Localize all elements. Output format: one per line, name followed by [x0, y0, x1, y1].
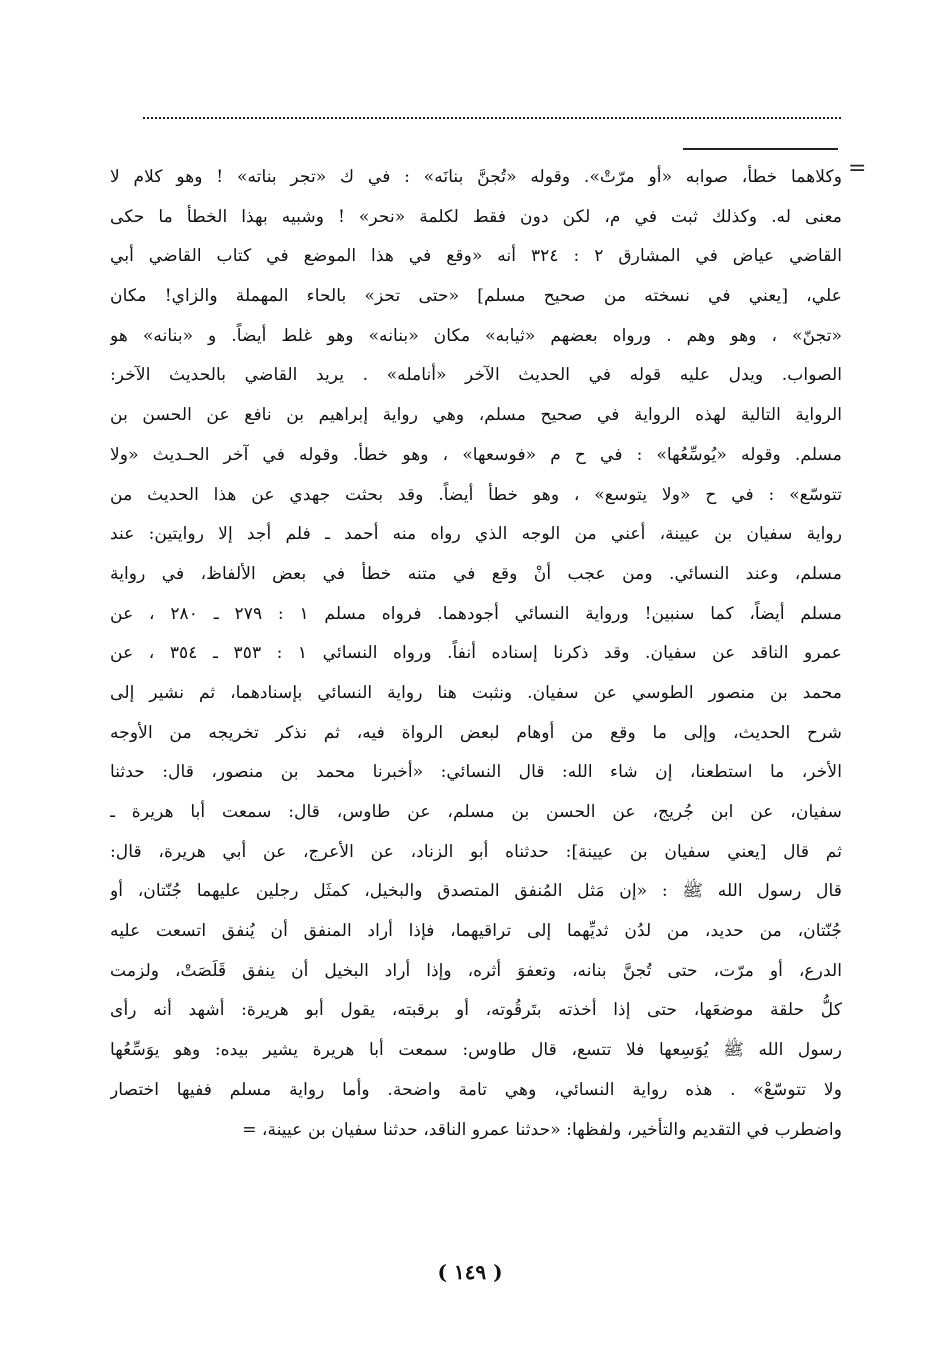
- header-solid-rule: [683, 148, 838, 150]
- text-line-3: القاضي عياض في المشارق ٢ : ٣٢٤ أنه «وقع في هذا الموضع في كتاب القاضي أبي: [110, 246, 842, 267]
- text-line-13: عمرو الناقد عن سفيان. وقد ذكرنا إسناده أنفاً. ورواه النسائي ١ : ٣٥٣ ـ ٣٥٤ ، عن: [110, 643, 842, 664]
- header-dotted-rule: [143, 117, 841, 119]
- text-line-5: «تجنّ» ، وهو وهم . ورواه بعضهم «ثيابه» مكان «بنانه» وهو غلط أيضاً. و «بنانه» هو: [110, 325, 842, 346]
- text-line-10: رواية سفيان بن عيينة، أعني من الوجه الذي رواه منه أحمد ـ فلم أجد إلا روايتين: عند: [110, 524, 842, 545]
- text-line-4: علي، [يعني في نسخته من صحيح مسلم] «حتى تحز» بالحاء المهملة والزاي! مكان: [110, 286, 842, 307]
- text-line-2: معنى له. وكذلك ثبت في م، لكن دون فقط لكلمة «نحر» ! وشبيه بهذا الخطأ ما حكى: [110, 206, 842, 227]
- text-line-18: ثم قال [يعني سفيان بن عيينة]: حدثناه أبو الزناد، عن الأعرج، عن أبي هريرة، قال:: [110, 841, 842, 862]
- text-line-24: ولا تتوسّعْ» . هذه رواية النسائي، وهي تامة واضحة. وأما رواية مسلم ففيها اختصار: [110, 1079, 842, 1100]
- text-line-7: الرواية التالية لهذه الرواية في صحيح مسلم، وهي رواية إبراهيم بن نافع عن الحسن بن: [110, 405, 842, 426]
- text-line-11: مسلم، وعند النسائي. ومن عجب أنْ وقع في متنه خطأ في بعض الألفاظ، في رواية: [110, 563, 842, 584]
- text-line-20: جُنّتان، من حديد، من لدُن ثديِّهما إلى تراقيهما، فإذا أراد المنفق أن يُنفق اتسعت عليه: [110, 921, 842, 942]
- text-line-21: الدرع، أو مرّت، حتى تُجنَّ بنانه، وتعفوَ أثره، وإذا أراد البخيل أن ينفق قَلَصَتْ، ولزمت: [110, 960, 842, 981]
- text-line-12: مسلم أيضاً، كما سنبين! ورواية النسائي أجودهما. فرواه مسلم ١ : ٢٧٩ ـ ٢٨٠ ، عن: [110, 603, 842, 624]
- text-line-22: كلُّ حلقة موضعَها، حتى إذا أخذته بتَرقُوته، أو برقبته، يقول أبو هريرة: أشهد أنه رأى: [110, 1000, 842, 1021]
- text-line-9: تتوسّع» : في ح «ولا يتوسع» ، وهو خطأ أيضاً. وقد بحثت جهدي عن هذا الحديث من: [110, 484, 842, 505]
- text-line-25: واضطرب في التقديم والتأخير، ولفظها: «حدثنا عمرو الناقد، حدثنا سفيان بن عيينة، =: [242, 1119, 842, 1140]
- text-line-8: مسلم. وقوله «يُوسِّعُها» : في ح م «فوسعها» ، وهو خطأ. وقوله في آخر الحـديث «ولا: [110, 444, 842, 465]
- body-text: [110, 158, 842, 1150]
- text-line-19: قال رسول الله ﷺ : «إن مَثل المُنفق المتصدق والبخيل، كمثَل رجلين عليهما جُنّتان، أو: [110, 881, 842, 902]
- text-line-16: الأخر، ما استطعنا، إن شاء الله: قال النسائي: «أخبرنا محمد بن منصور، قال: حدثنا: [110, 762, 842, 783]
- continuation-mark: =: [848, 156, 867, 181]
- text-line-23: رسول الله ﷺ يُوَسِعها فلا تتسع، قال طاوس: سمعت أبا هريرة يشير بيده: وهو يوَسِّعُها: [110, 1040, 842, 1061]
- text-line-17: سفيان، عن ابن جُريج، عن الحسن بن مسلم، عن طاوس، قال: سمعت أبا هريرة ـ: [110, 802, 842, 822]
- text-line-15: شرح الحديث، وإلى ما وقع من أوهام لبعض الرواة فيه، ثم نذكر تخريجه من الأوجه: [110, 722, 842, 743]
- page-number: ( ١٤٩ ): [437, 1260, 503, 1284]
- text-line-1: وكلاهما خطأ، صوابه «أو مرّتْ». وقوله «تُجنَّ بنانَه» : في ك «تجر بناته» ! وهو كلام لا: [110, 167, 842, 187]
- text-line-14: محمد بن منصور الطوسي عن سفيان. ونثبت هنا رواية النسائي بإسنادهما، ثم نشير إلى: [110, 682, 842, 703]
- text-line-6: الصواب. ويدل عليه قوله في الحديث الآخر «أنامله» . يريد القاضي بالحديث الآخر:: [110, 365, 842, 386]
